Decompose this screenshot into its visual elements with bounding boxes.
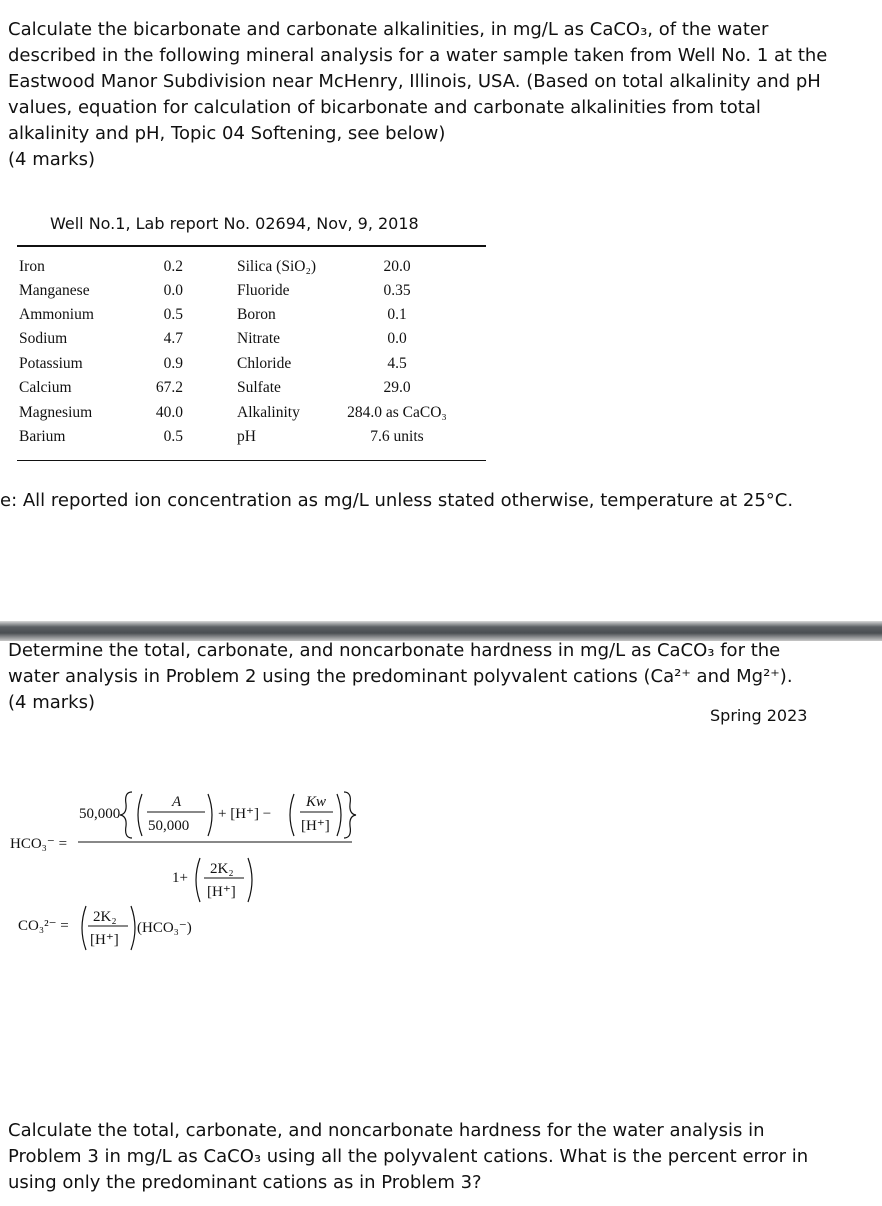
constituent-name: Iron [19, 258, 45, 275]
question-3-line: Calculate the total, carbonate, and noncarbonate hardness for the water analysis in [8, 1120, 765, 1141]
constituent-value: 67.2 [155, 379, 183, 396]
question-3-line: Problem 3 in mg/L as CaCO₃ using all the polyvalent cations. What is the percent error in [8, 1146, 809, 1167]
constituent-name: pH [237, 428, 256, 445]
constituent-value: 0.9 [163, 355, 183, 372]
question-2 [8, 638, 868, 716]
question-1-line: Eastwood Manor Subdivision near McHenry, Illinois, USA. (Based on total alkalinity and pH [8, 71, 821, 92]
table-row [17, 258, 486, 282]
hco3-term: (HCO₃⁻) [137, 920, 192, 936]
question-2-line: water analysis in Problem 2 using the predominant polyvalent cations (Ca²⁺ and Mg²⁺). [8, 666, 793, 687]
question-1-line: Calculate the bicarbonate and carbonate alkalinities, in mg/L as CaCO₃, of the water [8, 19, 769, 40]
question-1-line: alkalinity and pH, Topic 04 Softening, see below) [8, 123, 446, 144]
table-row [17, 404, 486, 428]
table-row [17, 428, 486, 452]
k2-numerator: 2K₂ [93, 909, 117, 925]
table-row [17, 330, 486, 354]
constituent-value: 40.0 [155, 404, 183, 421]
hydrogen-term: + [H⁺] − [218, 806, 272, 822]
k2-numerator: 2K₂ [210, 861, 234, 877]
constituent-value: 4.7 [163, 330, 183, 347]
constituent-value: 20.0 [383, 258, 411, 275]
question-1 [8, 17, 868, 173]
concentration-note: e: All reported ion concentration as mg/L unless stated otherwise, temperature at 25°C. [0, 490, 794, 511]
constituent-name: Calcium [19, 379, 72, 396]
kw-numerator: Kw [306, 794, 327, 810]
constituent-name: Alkalinity [237, 404, 300, 421]
constituent-value: 7.6 units [370, 428, 424, 445]
table-row [17, 379, 486, 403]
mineral-analysis-table [17, 245, 486, 461]
h-denominator: [H⁺] [207, 884, 236, 900]
one-plus: 1+ [172, 870, 188, 886]
constituent-value: 29.0 [383, 379, 411, 396]
question-1-marks: (4 marks) [8, 149, 95, 170]
constituent-value: 4.5 [387, 355, 407, 372]
constituent-name: Magnesium [19, 404, 93, 421]
table-row [17, 306, 486, 330]
alk-numerator: A [172, 794, 182, 810]
constituent-name: Nitrate [237, 330, 281, 347]
h-denominator: [H⁺] [301, 818, 330, 834]
constituent-name: Sodium [19, 330, 68, 347]
constituent-value: 0.1 [387, 306, 407, 323]
alk-denominator: 50,000 [148, 818, 190, 834]
constituent-name: Sulfate [237, 379, 281, 396]
hco3-label: HCO₃⁻ = [10, 836, 68, 852]
constituent-name: Manganese [19, 282, 90, 299]
constituent-value: 0.0 [387, 330, 407, 347]
co3-label: CO₃²⁻ = [18, 918, 69, 934]
alkalinity-formula [0, 770, 380, 960]
constituent-name: Barium [19, 428, 66, 445]
constituent-name: Chloride [237, 355, 292, 372]
constituent-value: 0.35 [383, 282, 411, 299]
constituent-name: Potassium [19, 355, 83, 372]
constituent-value: 0.2 [163, 258, 183, 275]
constituent-name: Boron [237, 306, 276, 323]
table-row [17, 282, 486, 306]
term-label: Spring 2023 [710, 706, 808, 725]
question-1-line: values, equation for calculation of bicarbonate and carbonate alkalinities from total [8, 97, 761, 118]
question-3-line: using only the predominant cations as in Problem 3? [8, 1172, 482, 1193]
constituent-name: Ammonium [19, 306, 94, 323]
factor-text: 50,000 [79, 806, 121, 822]
constituent-value: 284.0 as CaCO₃ [347, 404, 447, 421]
table-row [17, 355, 486, 379]
constituent-name: Silica (SiO₂) [237, 258, 317, 275]
question-2-line: Determine the total, carbonate, and noncarbonate hardness in mg/L as CaCO₃ for the [8, 640, 781, 661]
h-denominator: [H⁺] [90, 932, 119, 948]
constituent-value: 0.5 [163, 428, 183, 445]
constituent-value: 0.5 [163, 306, 183, 323]
question-2-marks: (4 marks) [8, 692, 95, 713]
question-1-line: described in the following mineral analysis for a water sample taken from Well No. 1 at the [8, 45, 828, 66]
question-3 [8, 1118, 868, 1196]
lab-report-title: Well No.1, Lab report No. 02694, Nov, 9, 2018 [50, 214, 419, 233]
constituent-value: 0.0 [163, 282, 183, 299]
constituent-name: Fluoride [237, 282, 290, 299]
